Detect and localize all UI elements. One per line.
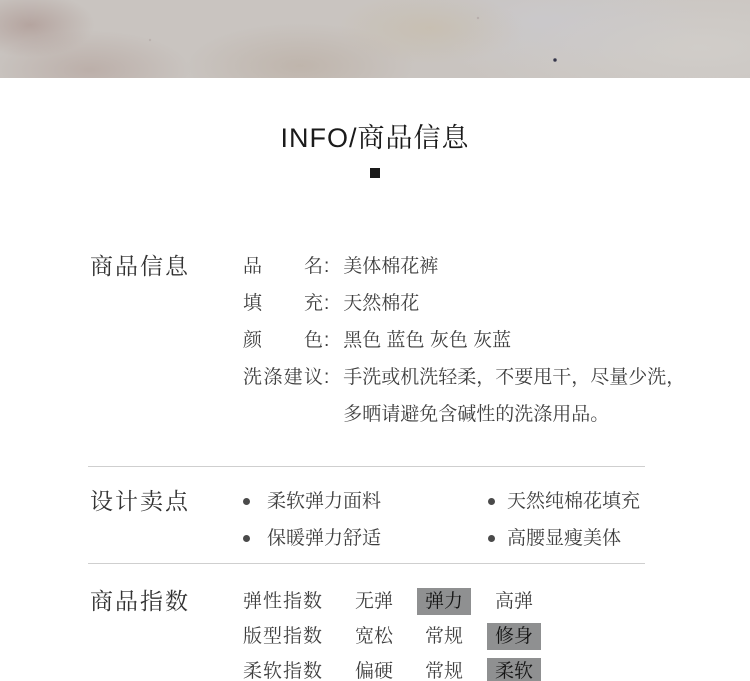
selling-point-item bbox=[243, 520, 488, 557]
info-colon: : bbox=[324, 256, 330, 277]
index-option-label: 无弹 bbox=[355, 591, 394, 612]
index-option-label: 弹力 bbox=[417, 588, 471, 615]
product-info-rows bbox=[243, 248, 685, 433]
bullet-icon bbox=[243, 498, 250, 505]
index-row-0 bbox=[243, 584, 565, 619]
index-row-2 bbox=[243, 654, 565, 681]
index-option-label: 修身 bbox=[487, 623, 541, 650]
label-char: 洗 bbox=[243, 367, 263, 388]
info-row-name bbox=[243, 248, 685, 285]
label-char: 名 bbox=[303, 256, 323, 277]
info-value-filling: 天然棉花 bbox=[343, 293, 420, 314]
label-char: 议 bbox=[303, 367, 323, 388]
info-label-name bbox=[243, 248, 323, 285]
label-char: 涤 bbox=[263, 367, 283, 388]
info-label-color bbox=[243, 322, 323, 359]
selling-point-item bbox=[243, 483, 488, 520]
label-char: 填 bbox=[243, 293, 263, 314]
section-product-index bbox=[0, 584, 750, 681]
bullet-icon bbox=[488, 498, 495, 505]
bullet-icon bbox=[488, 535, 495, 542]
index-option-label: 常规 bbox=[425, 661, 464, 681]
info-colon: : bbox=[324, 367, 330, 388]
info-row-color bbox=[243, 322, 685, 359]
title-accent-square bbox=[370, 168, 380, 178]
section-divider bbox=[88, 563, 645, 564]
selling-point-label: 天然纯棉花填充 bbox=[507, 491, 641, 512]
info-colon: : bbox=[324, 293, 330, 314]
selling-points-right-column bbox=[488, 483, 640, 557]
section-label-product-index: 商品指数 bbox=[90, 588, 190, 614]
info-value-name: 美体棉花裤 bbox=[343, 256, 439, 277]
bullet-icon bbox=[243, 535, 250, 542]
info-label-filling bbox=[243, 285, 323, 322]
section-label-product-info: 商品信息 bbox=[90, 253, 190, 279]
index-option-label: 常规 bbox=[425, 626, 464, 647]
selling-point-label: 高腰显瘦美体 bbox=[507, 528, 622, 549]
info-colon: : bbox=[324, 330, 330, 351]
info-value-color: 黑色 蓝色 灰色 灰蓝 bbox=[343, 330, 512, 351]
wash-advice-line-1: 手洗或机洗轻柔，不要甩干，尽量少洗， bbox=[343, 367, 686, 388]
section-divider bbox=[88, 466, 645, 467]
index-row-label: 版型指数 bbox=[243, 626, 324, 647]
index-option bbox=[425, 584, 495, 619]
selling-point-item bbox=[488, 520, 640, 557]
index-option-label: 偏硬 bbox=[355, 661, 394, 681]
index-option bbox=[355, 584, 425, 619]
selling-point-label: 保暖弹力舒适 bbox=[267, 528, 382, 549]
label-char: 充 bbox=[303, 293, 323, 314]
selling-point-label: 柔软弹力面料 bbox=[267, 491, 382, 512]
info-row-filling bbox=[243, 285, 685, 322]
selling-points-grid bbox=[243, 483, 640, 557]
info-value-wash bbox=[343, 359, 685, 433]
info-row-wash bbox=[243, 359, 685, 433]
index-option bbox=[355, 654, 425, 681]
index-option-label: 宽松 bbox=[355, 626, 394, 647]
product-index-rows bbox=[243, 584, 565, 681]
label-char: 品 bbox=[243, 256, 263, 277]
label-char: 颜 bbox=[243, 330, 263, 351]
selling-point-item bbox=[488, 483, 640, 520]
hero-image bbox=[0, 0, 750, 78]
index-option bbox=[495, 584, 565, 619]
index-row-1 bbox=[243, 619, 565, 654]
section-product-info bbox=[0, 248, 750, 433]
index-option-label: 柔软 bbox=[487, 658, 541, 681]
index-option bbox=[425, 619, 495, 654]
label-char: 建 bbox=[283, 367, 303, 388]
section-label-selling-points: 设计卖点 bbox=[90, 488, 190, 514]
label-char: 色 bbox=[303, 330, 323, 351]
index-option bbox=[425, 654, 495, 681]
index-option bbox=[495, 654, 565, 681]
selling-points-left-column bbox=[243, 483, 488, 557]
info-label-wash bbox=[243, 359, 323, 433]
title-block bbox=[0, 78, 750, 178]
index-option-label: 高弹 bbox=[495, 591, 534, 612]
page-title: INFO/商品信息 bbox=[280, 123, 470, 153]
index-row-label: 柔软指数 bbox=[243, 661, 324, 681]
index-option bbox=[355, 619, 425, 654]
index-option bbox=[495, 619, 565, 654]
wash-advice-line-2: 多晒请避免含碱性的洗涤用品。 bbox=[343, 404, 610, 425]
section-selling-points bbox=[0, 483, 750, 557]
index-row-label: 弹性指数 bbox=[243, 591, 324, 612]
